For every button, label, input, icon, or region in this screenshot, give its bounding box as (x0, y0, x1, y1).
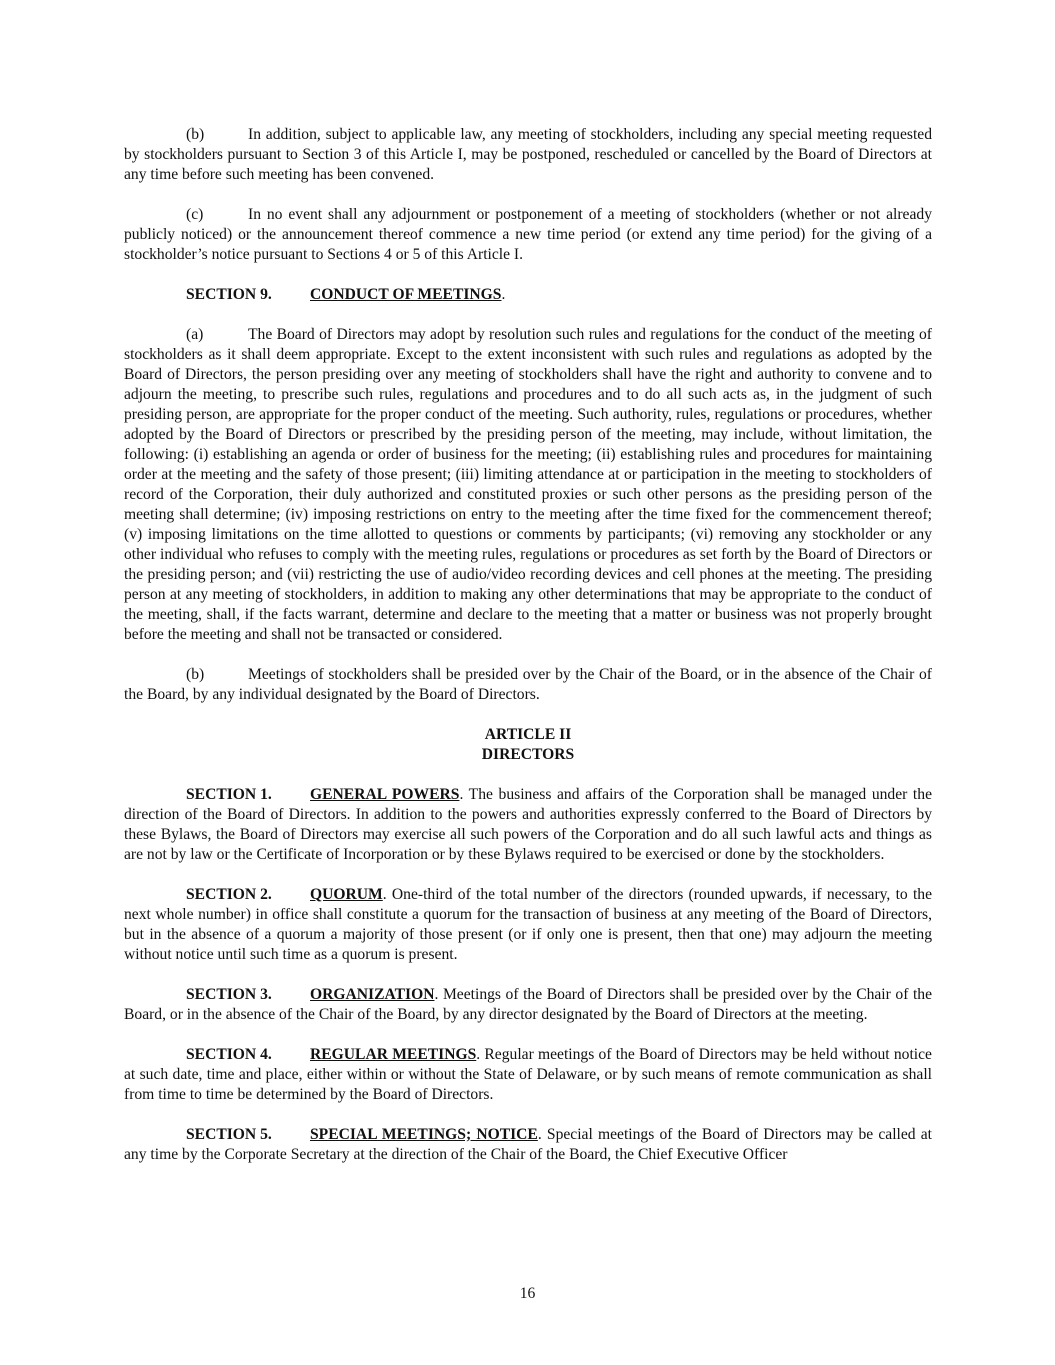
article-number: ARTICLE II (484, 726, 572, 743)
section-number: SECTION 1. (186, 786, 272, 803)
paragraph-label: (b) (186, 126, 205, 143)
article2-section-5 (124, 1125, 932, 1165)
section-text: . Regular meetings of the Board of Directors may be held without notice at such date, time and place, either within or without the State of Delaware, or by such means of remote communication as shall from time to time be determined by the Board of Directors. (124, 1046, 932, 1103)
article2-section-2 (124, 885, 932, 965)
section-number: SECTION 5. (186, 1126, 272, 1143)
paragraph-label: (b) (186, 666, 205, 683)
section-title: CONDUCT OF MEETINGS (310, 286, 502, 303)
section-text: . The business and affairs of the Corporation shall be managed under the direction of the Board of Directors. In addition to the powers and authorities expressly conferred to the Board of Directors by these Bylaws, the Board of Directors may exercise all such powers of the Corporation and do all such lawful acts and things as are not by law or the Certificate of Incorporation or by these Bylaws required to be exercised or done by the stockholders. (124, 786, 932, 863)
document-page (124, 125, 932, 1185)
paragraph-text: The Board of Directors may adopt by resolution such rules and regulations for the conduct of the meeting of stockholders as it shall deem appropriate. Except to the extent inconsistent with such rules and regulations as adopted by the Board of Directors, the person presiding over any meeting of stockholders shall have the right and authority to convene and to adjourn the meeting, to prescribe such rules, regulations and procedures and to do all such acts as, in the judgment of such presiding person, are appropriate for the proper conduct of the meeting. Such authority, rules, regulations or procedures, whether adopted by the Board of Directors or prescribed by the presiding person of the meeting, may include, without limitation, the following: (i) establishing an agenda or order of business for the meeting; (ii) establishing rules and procedures for maintaining order at the meeting and the safety of those present; (iii) limiting attendance at or participation in the meeting to stockholders of record of the Corporation, their duly authorized and constituted proxies or such other persons as the presiding person of the meeting shall determine; (iv) imposing restrictions on entry to the meeting after the time fixed for the commencement thereof; (v) imposing limitations on the time allotted to questions or comments by participants; (vi) removing any stockholder or any other individual who refuses to comply with the meeting rules, regulations or procedures as set forth by the Board of Directors or the presiding person; and (vii) restricting the use of audio/video recording devices and cell phones at the meeting. The presiding person at any meeting of stockholders, in addition to making any other determinations that may be appropriate to the conduct of the meeting, shall, if the facts warrant, determine and declare to the meeting that a matter or business was not properly brought before the meeting and shall not be transacted or considered. (124, 326, 932, 643)
paragraph-text: In no event shall any adjournment or postponement of a meeting of stockholders (whether or not already publicly noticed) or the announcement thereof commence a new time period (or extend any time period) for the giving of a stockholder’s notice pursuant to Sections 4 or 5 of this Article I. (124, 206, 932, 263)
page-number: 16 (519, 1285, 536, 1302)
section-title: ORGANIZATION (310, 986, 435, 1003)
section-title: QUORUM (310, 886, 383, 903)
section-number: SECTION 2. (186, 886, 272, 903)
section-title: GENERAL POWERS (310, 786, 460, 803)
paragraph-8b (124, 125, 932, 185)
article2-section-4 (124, 1045, 932, 1105)
paragraph-text: Meetings of stockholders shall be presided over by the Chair of the Board, or in the absence of the Chair of the Board, by any individual designated by the Board of Directors. (124, 666, 932, 703)
paragraph-9a (124, 325, 932, 645)
article2-section-3 (124, 985, 932, 1025)
section-9-heading (124, 285, 932, 305)
section-title: SPECIAL MEETINGS; NOTICE (310, 1126, 538, 1143)
section-number: SECTION 4. (186, 1046, 272, 1063)
paragraph-8c (124, 205, 932, 265)
article-heading (124, 725, 932, 765)
paragraph-label: (a) (186, 326, 204, 343)
section-text: . One-third of the total number of the directors (rounded upwards, if necessary, to the next whole number) in office shall constitute a quorum for the transaction of business at any meeting of the Board of Directors, but in the absence of a quorum a majority of those present (or if only one is present, then that one) may adjourn the meeting without notice until such time as a quorum is present. (124, 886, 932, 963)
article2-section-1 (124, 785, 932, 865)
section-text: . Special meetings of the Board of Directors may be called at any time by the Corporate Secretary at the direction of the Chair of the Board, the Chief Executive Officer (124, 1126, 932, 1163)
section-title: REGULAR MEETINGS (310, 1046, 477, 1063)
paragraph-label: (c) (186, 206, 204, 223)
paragraph-9b (124, 665, 932, 705)
article-title: DIRECTORS (481, 746, 575, 763)
section-number: SECTION 3. (186, 986, 272, 1003)
section-number: SECTION 9. (186, 286, 272, 303)
paragraph-text: In addition, subject to applicable law, any meeting of stockholders, including any special meeting requested by stockholders pursuant to Section 3 of this Article I, may be postponed, rescheduled or cancelled by the Board of Directors at any time before such meeting has been convened. (124, 126, 932, 183)
section-title-trail: . (501, 286, 506, 303)
section-text: . Meetings of the Board of Directors shall be presided over by the Chair of the Board, or in the absence of the Chair of the Board, by any director designated by the Board of Directors at the meeting. (124, 986, 932, 1023)
